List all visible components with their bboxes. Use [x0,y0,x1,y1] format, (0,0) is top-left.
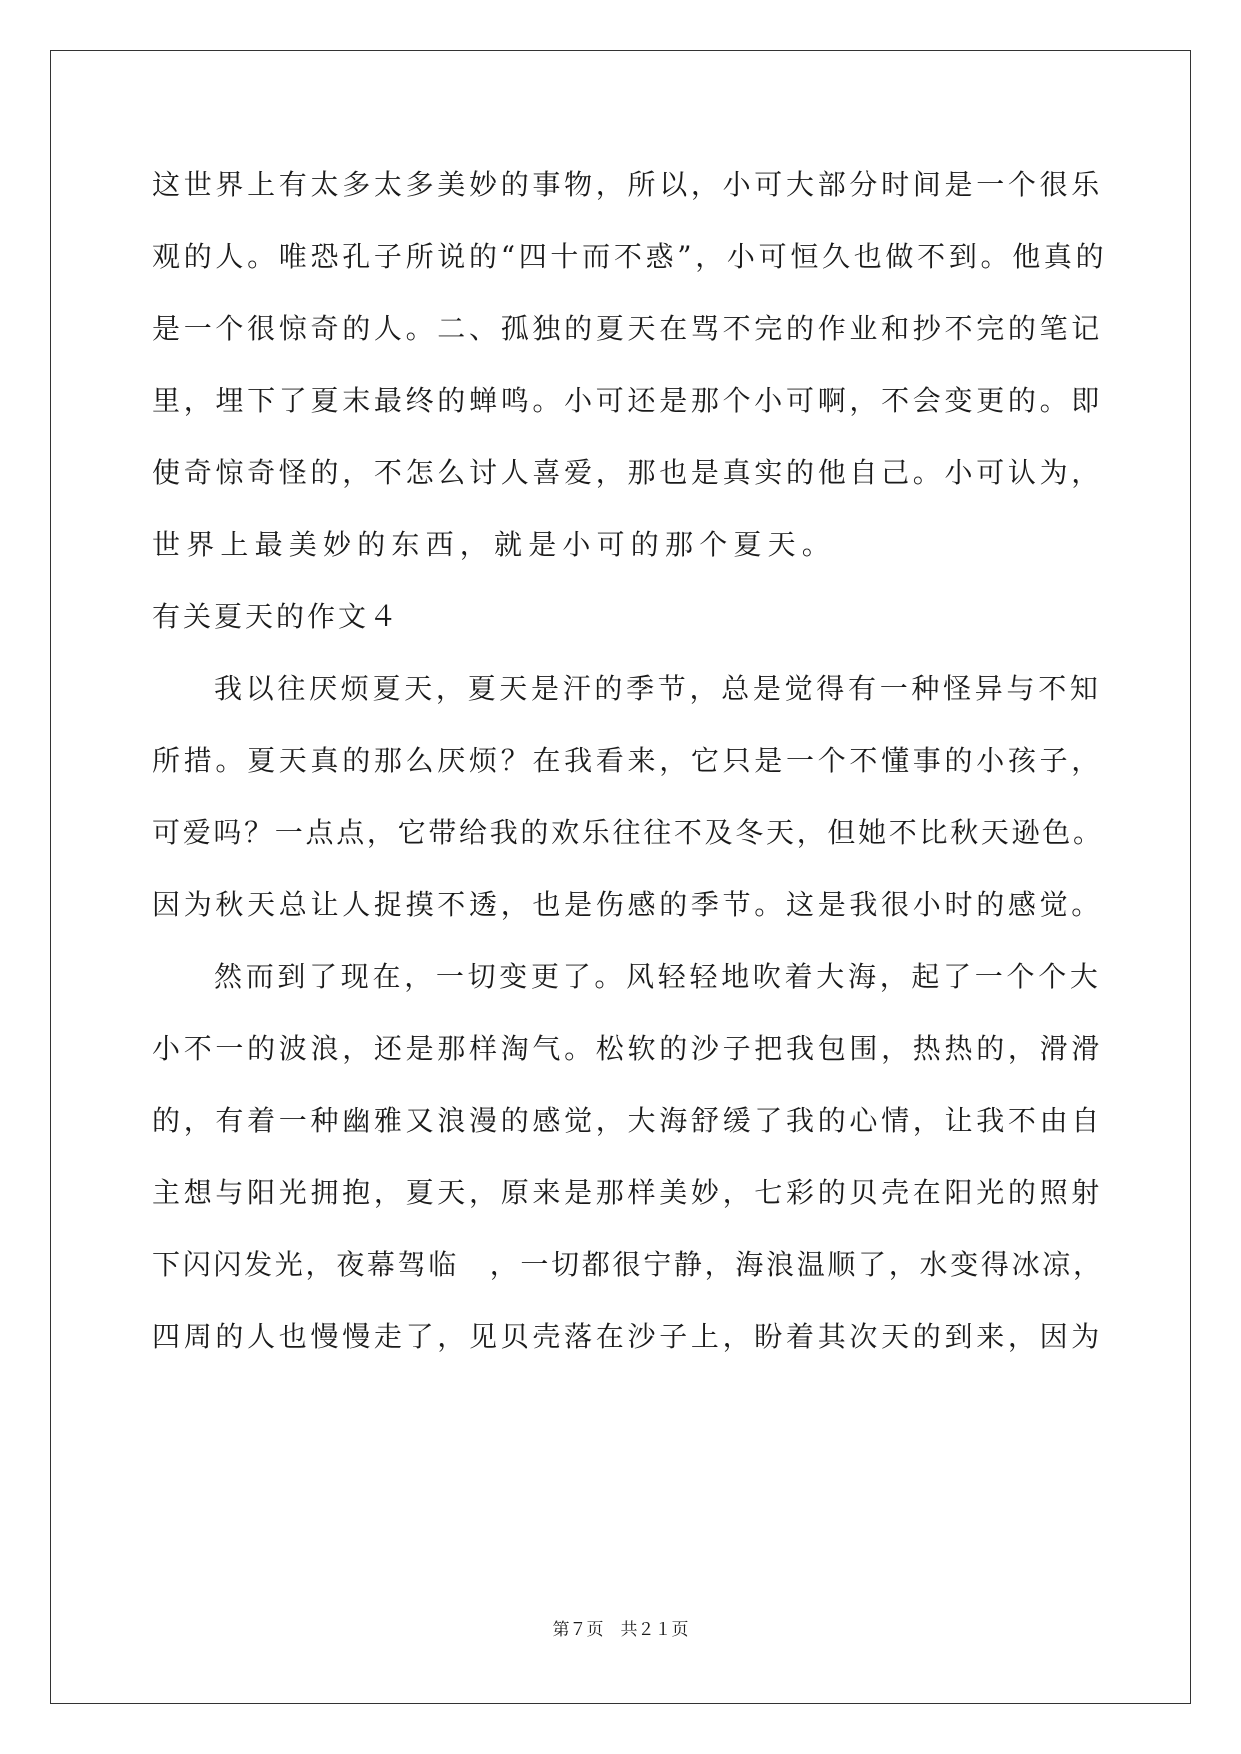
text-line: 然而到了现在，一切变更了。风轻轻地吹着大海，起了一个个大 [214,960,1102,993]
text-line: 这世界上有太多太多美妙的事物，所以，小可大部分时间是一个很乐 [152,168,1104,201]
text-line: 是一个很惊奇的人。二、孤独的夏天在骂不完的作业和抄不完的笔记 [152,312,1104,345]
page-number-footer: 第７页 共２１页 [552,1620,689,1640]
page-border [50,50,1191,1704]
text-line: 我以往厌烦夏天，夏天是汗的季节，总是觉得有一种怪异与不知 [214,672,1102,705]
section-heading: 有关夏天的作文４ [152,600,401,633]
text-line: 世界上最美妙的东西，就是小可的那个夏天。 [152,528,837,561]
text-line: 因为秋天总让人捉摸不透，也是伤感的季节。这是我很小时的感觉。 [152,888,1104,921]
text-line: 所措。夏天真的那么厌烦？在我看来，它只是一个不懂事的小孩子， [152,744,1104,777]
text-line: 里，埋下了夏末最终的蝉鸣。小可还是那个小可啊，不会变更的。即 [152,384,1104,417]
text-line: 小不一的波浪，还是那样淘气。松软的沙子把我包围，热热的，滑滑 [152,1032,1104,1065]
text-line: 使奇惊奇怪的，不怎么讨人喜爱，那也是真实的他自己。小可认为， [152,456,1104,489]
text-line: 主想与阳光拥抱，夏天，原来是那样美妙，七彩的贝壳在阳光的照射 [152,1176,1104,1209]
text-line: 四周的人也慢慢走了，见贝壳落在沙子上，盼着其次天的到来，因为 [152,1320,1104,1353]
text-line: 的，有着一种幽雅又浪漫的感觉，大海舒缓了我的心情，让我不由自 [152,1104,1104,1137]
text-line: 下闪闪发光，夜幕驾临 ，一切都很宁静，海浪温顺了，水变得冰凉， [152,1248,1104,1281]
text-line: 观的人。唯恐孔子所说的“四十而不惑”，小可恒久也做不到。他真的 [152,240,1108,273]
text-line: 可爱吗？一点点，它带给我的欢乐往往不及冬天，但她不比秋天逊色。 [152,816,1104,849]
